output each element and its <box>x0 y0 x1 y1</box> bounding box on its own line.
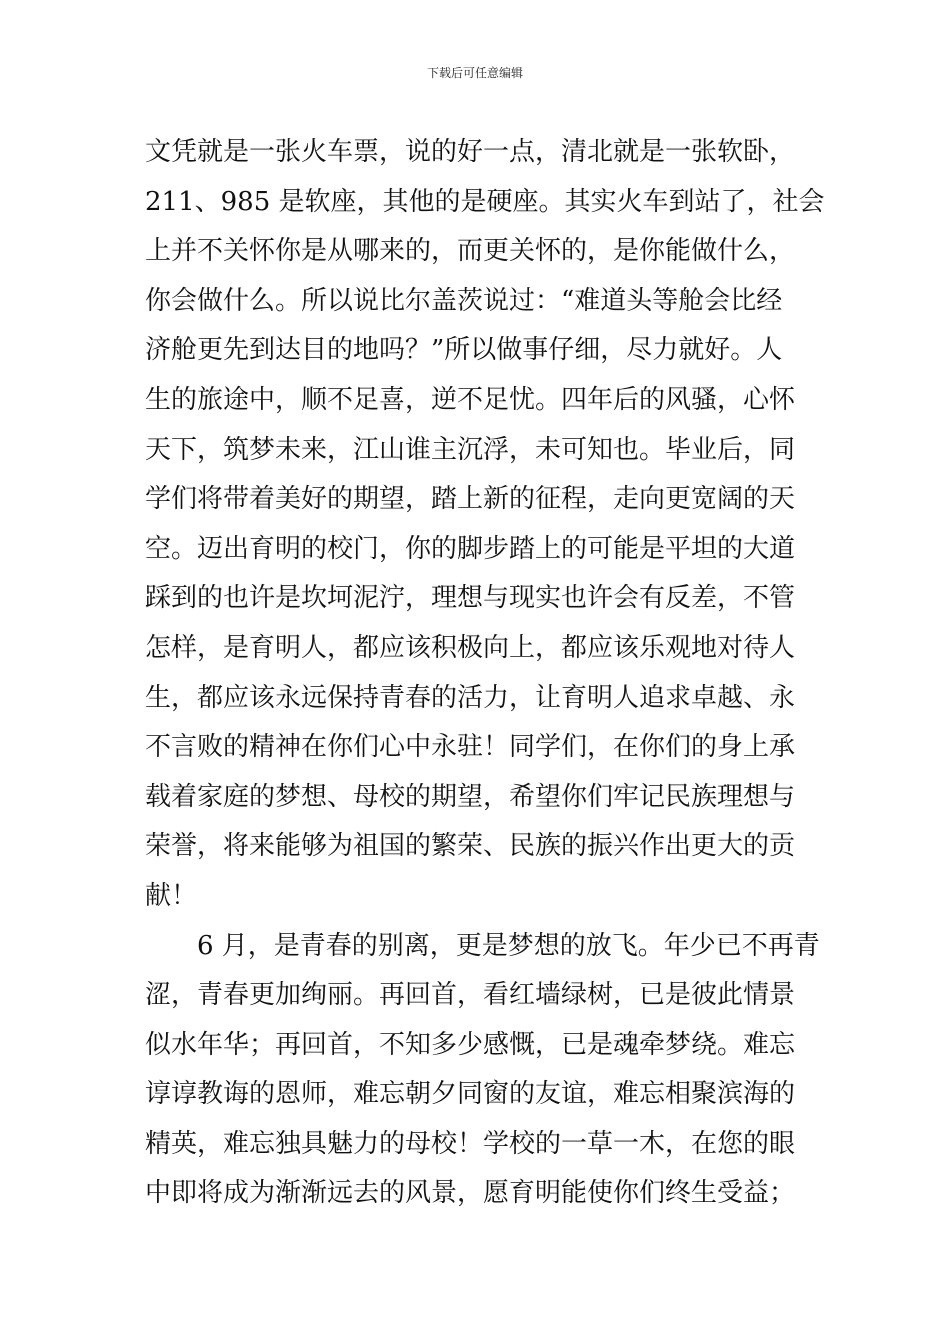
text-line: 空。迈出育明的校门，你的脚步踏上的可能是平坦的大道 <box>145 533 796 564</box>
text-line: 上并不关怀你是从哪来的，而更关怀的，是你能做什么， <box>145 236 796 267</box>
text-line: 中即将成为渐渐远去的风景，愿育明能使你们终生受益； <box>145 1178 796 1209</box>
text-line: 载着家庭的梦想、母校的期望，希望你们牢记民族理想与 <box>145 781 796 812</box>
page-header: 下载后可任意编辑 <box>426 66 523 80</box>
text-line: 生的旅途中，顺不足喜，逆不足忧。四年后的风骚，心怀 <box>145 384 796 415</box>
text-line: 精英，难忘独具魅力的母校！学校的一草一木，在您的眼 <box>145 1128 796 1159</box>
text-line: 文凭就是一张火车票，说的好一点，清北就是一张软卧， <box>145 137 796 167</box>
paragraph-first-line: 6 月，是青春的别离，更是梦想的放飞。年少已不再青 <box>197 930 820 961</box>
text-line: 211、985 是软座，其他的是硬座。其实火车到站了，社会 <box>145 186 825 217</box>
text-line: 似水年华；再回首，不知多少感慨，已是魂牵梦绕。难忘 <box>145 1029 796 1060</box>
text-line: 涩，青春更加绚丽。再回首，看红墙绿树，已是彼此情景 <box>145 980 796 1011</box>
text-line: 谆谆教诲的恩师，难忘朝夕同窗的友谊，难忘相聚滨海的 <box>145 1079 796 1110</box>
text-line: 你会做什么。所以说比尔盖茨说过：“难道头等舱会比经 <box>145 285 783 316</box>
text-line: 济舱更先到达目的地吗？”所以做事仔细，尽力就好。人 <box>145 335 783 366</box>
text-line: 献！ <box>145 880 198 911</box>
text-line: 学们将带着美好的期望，踏上新的征程，走向更宽阔的天 <box>145 484 796 515</box>
text-line: 生，都应该永远保持青春的活力，让育明人追求卓越、永 <box>145 682 796 713</box>
text-line: 天下，筑梦未来，江山谁主沉浮，未可知也。毕业后，同 <box>145 434 796 465</box>
text-line: 怎样，是育明人，都应该积极向上，都应该乐观地对待人 <box>145 632 796 663</box>
document-body <box>145 128 825 1219</box>
text-line: 踩到的也许是坎坷泥泞，理想与现实也许会有反差，不管 <box>145 583 796 614</box>
text-line: 不言败的精神在你们心中永驻！同学们，在你们的身上承 <box>145 732 796 763</box>
text-line: 荣誉，将来能够为祖国的繁荣、民族的振兴作出更大的贡 <box>145 831 796 862</box>
